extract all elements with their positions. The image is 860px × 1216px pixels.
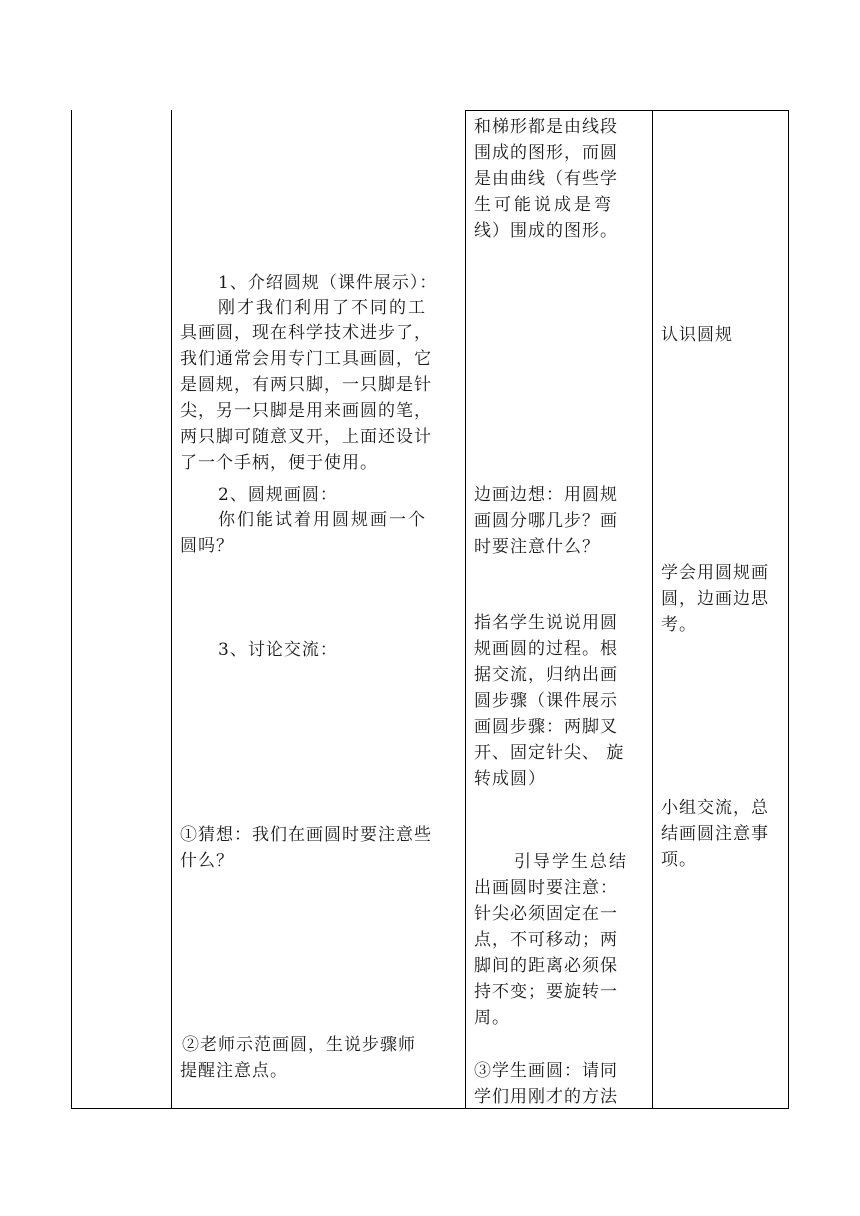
col3-line: 针尖必须固定在一 — [474, 904, 618, 924]
col3-line: 边画边想：用圆规 — [474, 485, 618, 505]
col3-line: 和梯形都是由线段 — [474, 117, 618, 137]
col3-line: 脚间的距离必须保 — [474, 956, 618, 976]
col2-line: 是圆规，有两只脚，一只脚是针 — [180, 375, 432, 395]
col3-line: 开、固定针尖、 旋 — [474, 743, 625, 763]
col2-line: 提醒注意点。 — [180, 1061, 288, 1081]
table-col-divider-1 — [171, 110, 172, 1109]
col2-line: 尖，另一只脚是用来画圆的笔， — [180, 401, 432, 421]
col4-line: 项。 — [661, 850, 697, 870]
col3-line: 画圆步骤：两脚叉 — [474, 717, 618, 737]
col3-line: 画圆分哪几步？画 — [474, 511, 618, 531]
table-top-border — [465, 110, 789, 111]
col3-line: ③学生画圆：请同 — [474, 1061, 618, 1081]
table-right-border — [788, 110, 789, 1109]
col3-line: 转成圆） — [474, 769, 546, 789]
col2-line: 了一个手柄，便于使用。 — [180, 453, 378, 473]
col4-line: 圆，边画边思 — [661, 589, 769, 609]
col3-line: 生可能说成是弯 — [474, 195, 614, 215]
col2-line: 你们能试着用圆规画一个 — [218, 510, 427, 530]
col4-line: 考。 — [661, 615, 697, 635]
table-left-border — [71, 110, 72, 1109]
col3-line: 围成的图形，而圆 — [474, 143, 618, 163]
col3-line: 点，不可移动；两 — [474, 930, 618, 950]
col3-line: 据交流，归纳出画 — [474, 665, 618, 685]
col3-line: 持不变；要旋转一 — [474, 982, 618, 1002]
col3-line: 引导学生总结 — [514, 852, 628, 872]
section-title-discussion: 3、讨论交流： — [218, 640, 338, 660]
col3-line: 学们用刚才的方法 — [474, 1087, 618, 1107]
col2-line: 圆吗？ — [180, 536, 234, 556]
col4-objective: 认识圆规 — [661, 325, 733, 345]
col3-line: 线）围成的图形。 — [474, 221, 618, 241]
col2-line: ①猜想：我们在画圆时要注意些 — [180, 825, 432, 845]
section-title-compass-drawing: 2、圆规画圆： — [218, 485, 338, 505]
col2-line: 刚才我们利用了不同的工 — [218, 298, 427, 318]
table-col-divider-3 — [652, 110, 653, 1109]
col3-line: 规画圆的过程。根 — [474, 639, 618, 659]
col2-line: 我们通常会用专门工具画圆，它 — [180, 349, 432, 369]
col3-line: 圆步骤（课件展示 — [474, 691, 618, 711]
table-col-divider-2 — [465, 110, 466, 1109]
table-bottom-border — [71, 1108, 789, 1109]
col3-line: 指名学生说说用圆 — [474, 613, 618, 633]
col3-line: 出画圆时要注意： — [474, 878, 618, 898]
col4-line: 结画圆注意事 — [661, 824, 769, 844]
col2-line: 什么？ — [180, 851, 234, 871]
col2-line: ②老师示范画圆，生说步骤师 — [182, 1035, 416, 1055]
col2-line: 两只脚可随意叉开，上面还设计 — [180, 427, 432, 447]
col2-line: 具画圆，现在科学技术进步了， — [180, 323, 432, 343]
col4-line: 小组交流，总 — [661, 798, 769, 818]
col3-line: 时要注意什么？ — [474, 537, 600, 557]
col3-line: 是由曲线（有些学 — [474, 169, 618, 189]
col4-line: 学会用圆规画 — [661, 563, 769, 583]
col3-line: 周。 — [474, 1008, 510, 1028]
section-title-compass-intro: 1、介绍圆规（课件展示）： — [218, 273, 438, 293]
